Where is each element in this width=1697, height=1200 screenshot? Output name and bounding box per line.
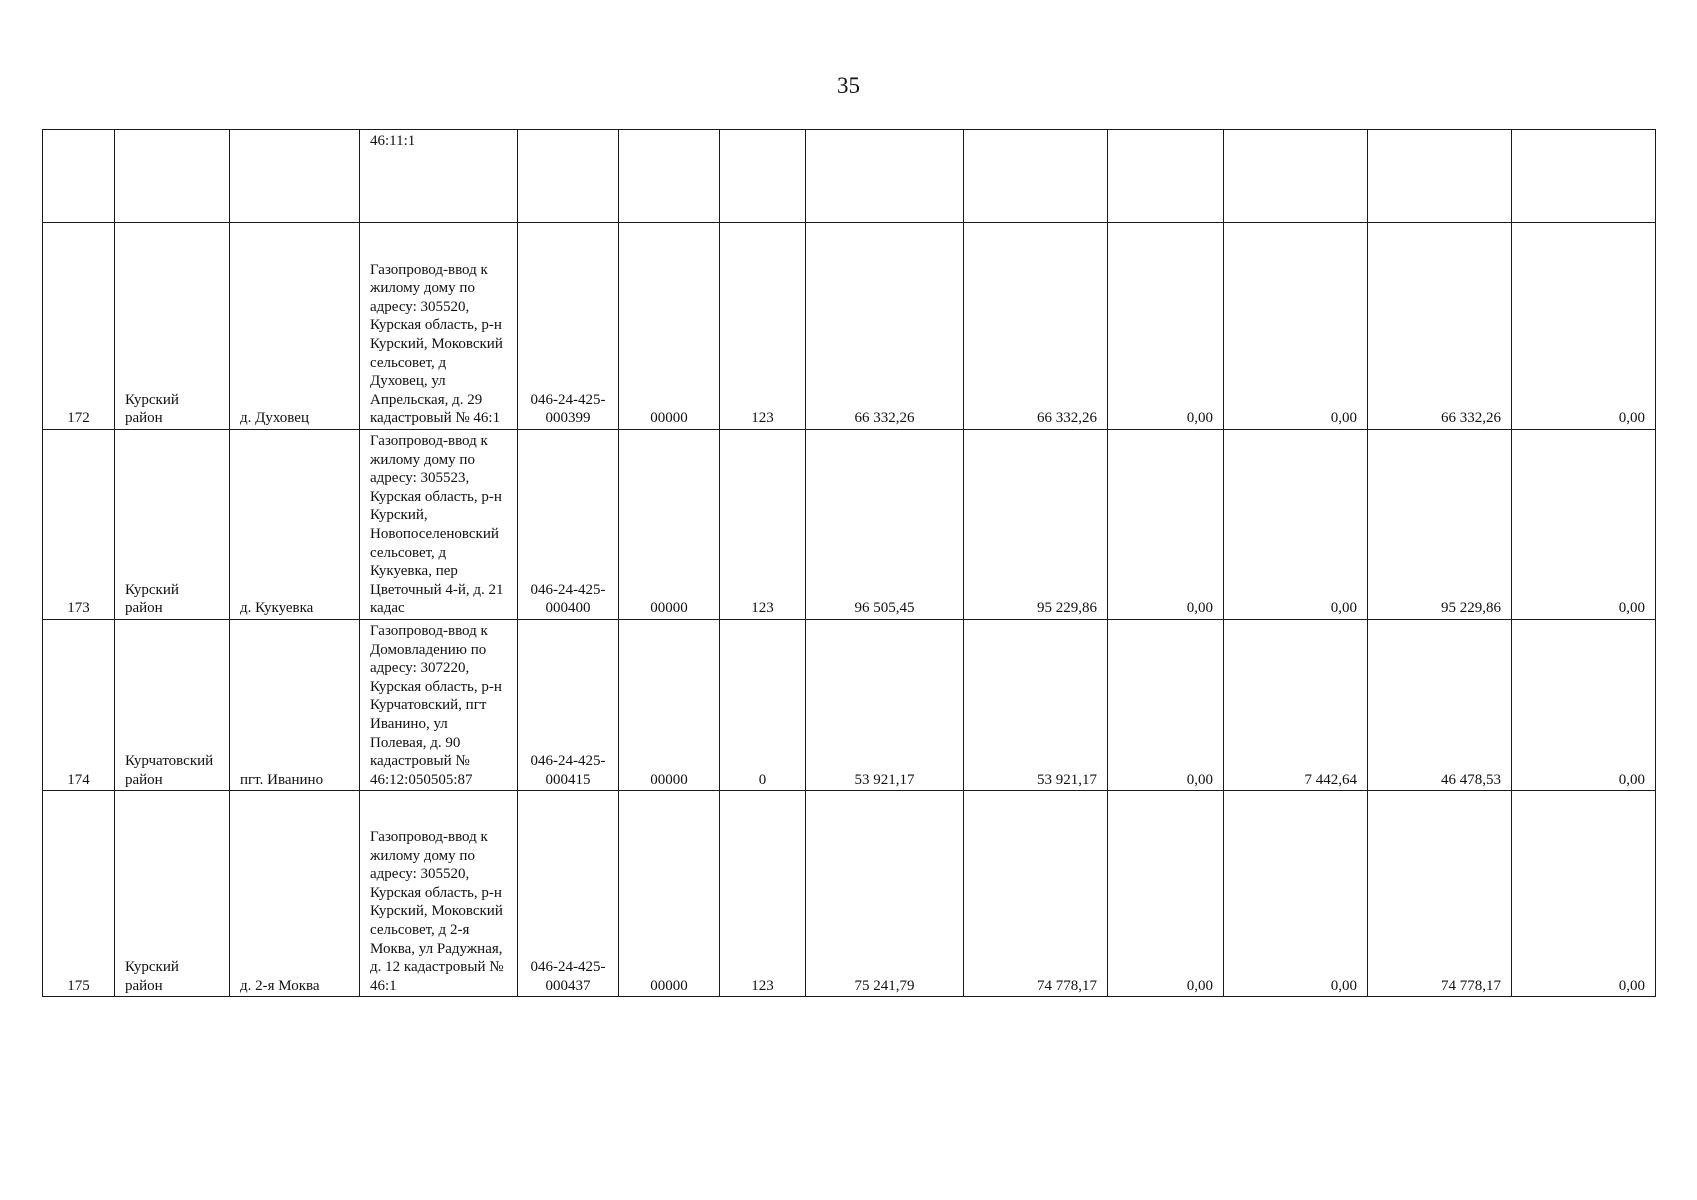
cell-code xyxy=(619,130,720,223)
cell-value-6: 0,00 xyxy=(1512,223,1656,430)
cell-inventory: 046-24-425-000399 xyxy=(518,223,619,430)
cell-district: Курский район xyxy=(115,430,230,620)
cell-num: 173 xyxy=(43,430,115,620)
cell-value-1: 75 241,79 xyxy=(806,791,964,997)
cell-code: 00000 xyxy=(619,430,720,620)
asset-register-table xyxy=(42,129,1656,997)
cell-value-3 xyxy=(1108,130,1224,223)
cell-district: Курчатовский район xyxy=(115,619,230,790)
cell-locality: пгт. Иванино xyxy=(230,619,360,790)
cell-num: 175 xyxy=(43,791,115,997)
cell-value-5 xyxy=(1368,130,1512,223)
cell-okof: 123 xyxy=(720,430,806,620)
cell-locality: д. Кукуевка xyxy=(230,430,360,620)
table-row xyxy=(43,430,1656,620)
cell-value-2: 74 778,17 xyxy=(964,791,1108,997)
cell-value-4: 0,00 xyxy=(1224,430,1368,620)
cell-okof xyxy=(720,130,806,223)
cell-description: Газопровод-ввод к жилому дому по адресу: 305520, Курская область, р-н Курский, Моковский сельсовет, д Духовец, ул Апрельская, д. 29 кадастровый № 46:1 xyxy=(360,223,518,430)
cell-value-5: 95 229,86 xyxy=(1368,430,1512,620)
cell-num xyxy=(43,130,115,223)
cell-inventory: 046-24-425-000437 xyxy=(518,791,619,997)
cell-num: 174 xyxy=(43,619,115,790)
table-row-continuation xyxy=(43,130,1656,223)
table-row xyxy=(43,791,1656,997)
cell-value-5: 74 778,17 xyxy=(1368,791,1512,997)
cell-value-1: 96 505,45 xyxy=(806,430,964,620)
cell-okof: 0 xyxy=(720,619,806,790)
cell-inventory xyxy=(518,130,619,223)
cell-value-4: 0,00 xyxy=(1224,223,1368,430)
cell-locality: д. Духовец xyxy=(230,223,360,430)
cell-description: Газопровод-ввод к жилому дому по адресу: 305520, Курская область, р-н Курский, Моковский сельсовет, д 2-я Моква, ул Радужная, д. 12 кадастровый № 46:1 xyxy=(360,791,518,997)
cell-value-3: 0,00 xyxy=(1108,619,1224,790)
cell-district xyxy=(115,130,230,223)
cell-value-3: 0,00 xyxy=(1108,223,1224,430)
cell-description: Газопровод-ввод к жилому дому по адресу: 305523, Курская область, р-н Курский, Новопоселеновский сельсовет, д Кукуевка, пер Цветочный 4-й, д. 21 кадас xyxy=(360,430,518,620)
cell-value-2: 95 229,86 xyxy=(964,430,1108,620)
cell-value-6: 0,00 xyxy=(1512,619,1656,790)
cell-okof: 123 xyxy=(720,791,806,997)
cell-value-1 xyxy=(806,130,964,223)
cell-value-5: 66 332,26 xyxy=(1368,223,1512,430)
cell-num: 172 xyxy=(43,223,115,430)
cell-description: 46:11:1 xyxy=(360,130,518,223)
cell-value-6 xyxy=(1512,130,1656,223)
cell-value-3: 0,00 xyxy=(1108,791,1224,997)
cell-value-6: 0,00 xyxy=(1512,430,1656,620)
cell-code: 00000 xyxy=(619,223,720,430)
table-row xyxy=(43,223,1656,430)
cell-value-4 xyxy=(1224,130,1368,223)
cell-value-2: 53 921,17 xyxy=(964,619,1108,790)
page-number: 35 xyxy=(837,73,860,98)
cell-okof: 123 xyxy=(720,223,806,430)
cell-value-5: 46 478,53 xyxy=(1368,619,1512,790)
cell-value-6: 0,00 xyxy=(1512,791,1656,997)
cell-locality xyxy=(230,130,360,223)
cell-value-4: 7 442,64 xyxy=(1224,619,1368,790)
cell-value-4: 0,00 xyxy=(1224,791,1368,997)
cell-value-2: 66 332,26 xyxy=(964,223,1108,430)
cell-locality: д. 2-я Моква xyxy=(230,791,360,997)
cell-inventory: 046-24-425-000415 xyxy=(518,619,619,790)
cell-description: Газопровод-ввод к Домовладению по адресу: 307220, Курская область, р-н Курчатовский, пгт Иванино, ул Полевая, д. 90 кадастровый № 46:12:050505:87 xyxy=(360,619,518,790)
table-row xyxy=(43,619,1656,790)
cell-value-2 xyxy=(964,130,1108,223)
cell-value-3: 0,00 xyxy=(1108,430,1224,620)
cell-code: 00000 xyxy=(619,619,720,790)
cell-code: 00000 xyxy=(619,791,720,997)
cell-value-1: 66 332,26 xyxy=(806,223,964,430)
cell-district: Курский район xyxy=(115,791,230,997)
cell-value-1: 53 921,17 xyxy=(806,619,964,790)
cell-inventory: 046-24-425-000400 xyxy=(518,430,619,620)
cell-district: Курский район xyxy=(115,223,230,430)
